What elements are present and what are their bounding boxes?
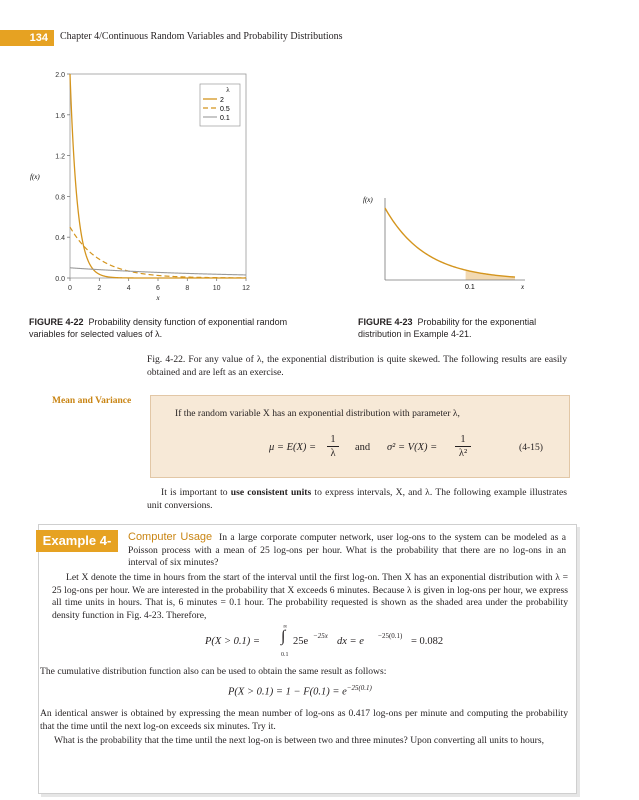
eq-num2: 1	[455, 434, 471, 447]
figure-4-22-caption-text: Probability density function of exponential random variables for selected values of λ.	[29, 317, 288, 339]
figure-4-22-label: FIGURE 4-22	[29, 317, 84, 327]
eq1-upper: ∞	[283, 624, 288, 630]
eq1-dx: dx = e	[337, 636, 364, 647]
x-tick-label: 10	[212, 285, 221, 292]
equation-cdf	[228, 684, 478, 700]
figure-4-23-label: FIGURE 4-23	[358, 317, 413, 327]
eq-den2: λ²	[458, 448, 468, 459]
x-axis-label: x	[156, 294, 160, 302]
eq2-exp: −25(0.1)	[346, 684, 372, 692]
fig23-ylabel: f(x)	[363, 196, 373, 204]
x-tick-label: 6	[156, 285, 160, 292]
box-intro: If the random variable X has an exponential distribution with parameter λ,	[175, 408, 460, 419]
integral-sign: ∫	[281, 628, 286, 645]
density-curve	[385, 208, 515, 277]
x-tick-label: 4	[126, 285, 131, 292]
eq1-body-exp: −25x	[313, 632, 328, 640]
y-tick-label: 0.4	[55, 235, 65, 243]
y-axis-label: f(x)	[30, 173, 40, 181]
x-tick-label: 8	[185, 285, 190, 292]
fig23-xlabel: x	[521, 283, 525, 291]
series-curve-0_5	[70, 227, 246, 278]
y-tick-label: 1.6	[55, 112, 65, 120]
equation-number: (4-15)	[519, 442, 543, 453]
figure-4-23-caption	[358, 316, 578, 340]
figure-4-22-caption	[29, 316, 319, 340]
mean-variance-heading: Mean and Variance	[52, 396, 132, 406]
y-tick-label: 0.8	[55, 194, 65, 202]
eq-num1: 1	[327, 434, 339, 447]
example-para4: An identical answer is obtained by expressing the mean number of log-ons as 0.417 log-ons per minute and computing the probability that the time until the next log-on exceeds six minutes. Try it.	[40, 708, 568, 732]
eq-den1: λ	[330, 448, 336, 459]
para2-bold: use consistent units	[230, 487, 312, 498]
eq2-text: P(X > 0.1) = 1 − F(0.1) = e	[228, 686, 347, 698]
mean-variance-box	[150, 395, 570, 478]
eq1-lhs: P(X > 0.1) =	[205, 636, 260, 647]
example-tab: Example 4-21	[36, 530, 118, 552]
y-tick-label: 1.2	[55, 153, 65, 161]
figure-4-23-caption-text: Probability for the exponential distribution in Example 4-21.	[358, 317, 537, 339]
x-tick-label: 2	[97, 285, 102, 292]
para2-end: to express intervals, X, and λ. The following example illustrates unit conversions.	[147, 487, 567, 511]
eq-sigma: σ² = V(X) =	[387, 442, 438, 453]
example-para3: The cumulative distribution function also can be used to obtain the same result as follows:	[40, 666, 387, 677]
eq1-body: 25e	[293, 636, 309, 647]
legend-label: 0.1	[220, 115, 230, 122]
paragraph-units	[147, 487, 567, 512]
example-para5: What is the probability that the time until the next log-on is between two and three minutes? Upon converting all units to hours,	[54, 735, 544, 746]
example-title: Computer Usage	[128, 531, 213, 543]
legend-label: 0.5	[220, 106, 230, 113]
page-number: 134	[0, 30, 54, 46]
eq1-lower: 0.1	[281, 652, 289, 658]
eq-mu: μ = E(X) =	[269, 442, 317, 453]
example-para2: Let X denote the time in hours from the start of the interval until the first log-on. Then X has an exponential distribution with λ = 25 log-ons per hour. We are interested in the probability that X exceeds 6 minutes. Because λ is given in log-ons per hour, we express all time units in hours. That is, 6 minutes = 0.1 hour. The probability requested is shown as the shaded area under the probability density function in Fig. 4-23. Therefore,	[52, 572, 568, 621]
para2-start: It is important to	[161, 487, 231, 498]
x-tick-label: 0	[68, 285, 72, 292]
eq1-exp: −25(0.1)	[378, 632, 403, 640]
x-tick-label: 12	[242, 285, 250, 292]
mean-variance-equation	[269, 434, 549, 464]
example-intro	[128, 531, 566, 570]
figure-4-23-chart	[355, 190, 545, 305]
running-head: Chapter 4/Continuous Random Variables and Probability Distributions	[60, 31, 343, 42]
legend-label: 2	[220, 97, 224, 104]
eq1-result: = 0.082	[411, 636, 444, 647]
example-para1: In a large corporate computer network, user log-ons to the system can be modeled as a Poisson process with a mean of 25 log-ons per hour. What is the probability that there are no log-ons in an interval of six minutes?	[128, 532, 566, 569]
y-tick-label: 2.0	[55, 72, 65, 79]
equation-integral	[205, 626, 505, 662]
legend-title: λ	[226, 86, 230, 94]
y-tick-label: 0.0	[55, 276, 65, 283]
figure-4-22-chart	[28, 62, 258, 312]
paragraph-intro: Fig. 4-22. For any value of λ, the exponential distribution is quite skewed. The following results are easily obtained and are left as an exercise.	[147, 354, 567, 378]
fig23-tick: 0.1	[465, 284, 475, 291]
eq-and: and	[355, 442, 371, 453]
series-curve-0_1	[70, 268, 246, 275]
